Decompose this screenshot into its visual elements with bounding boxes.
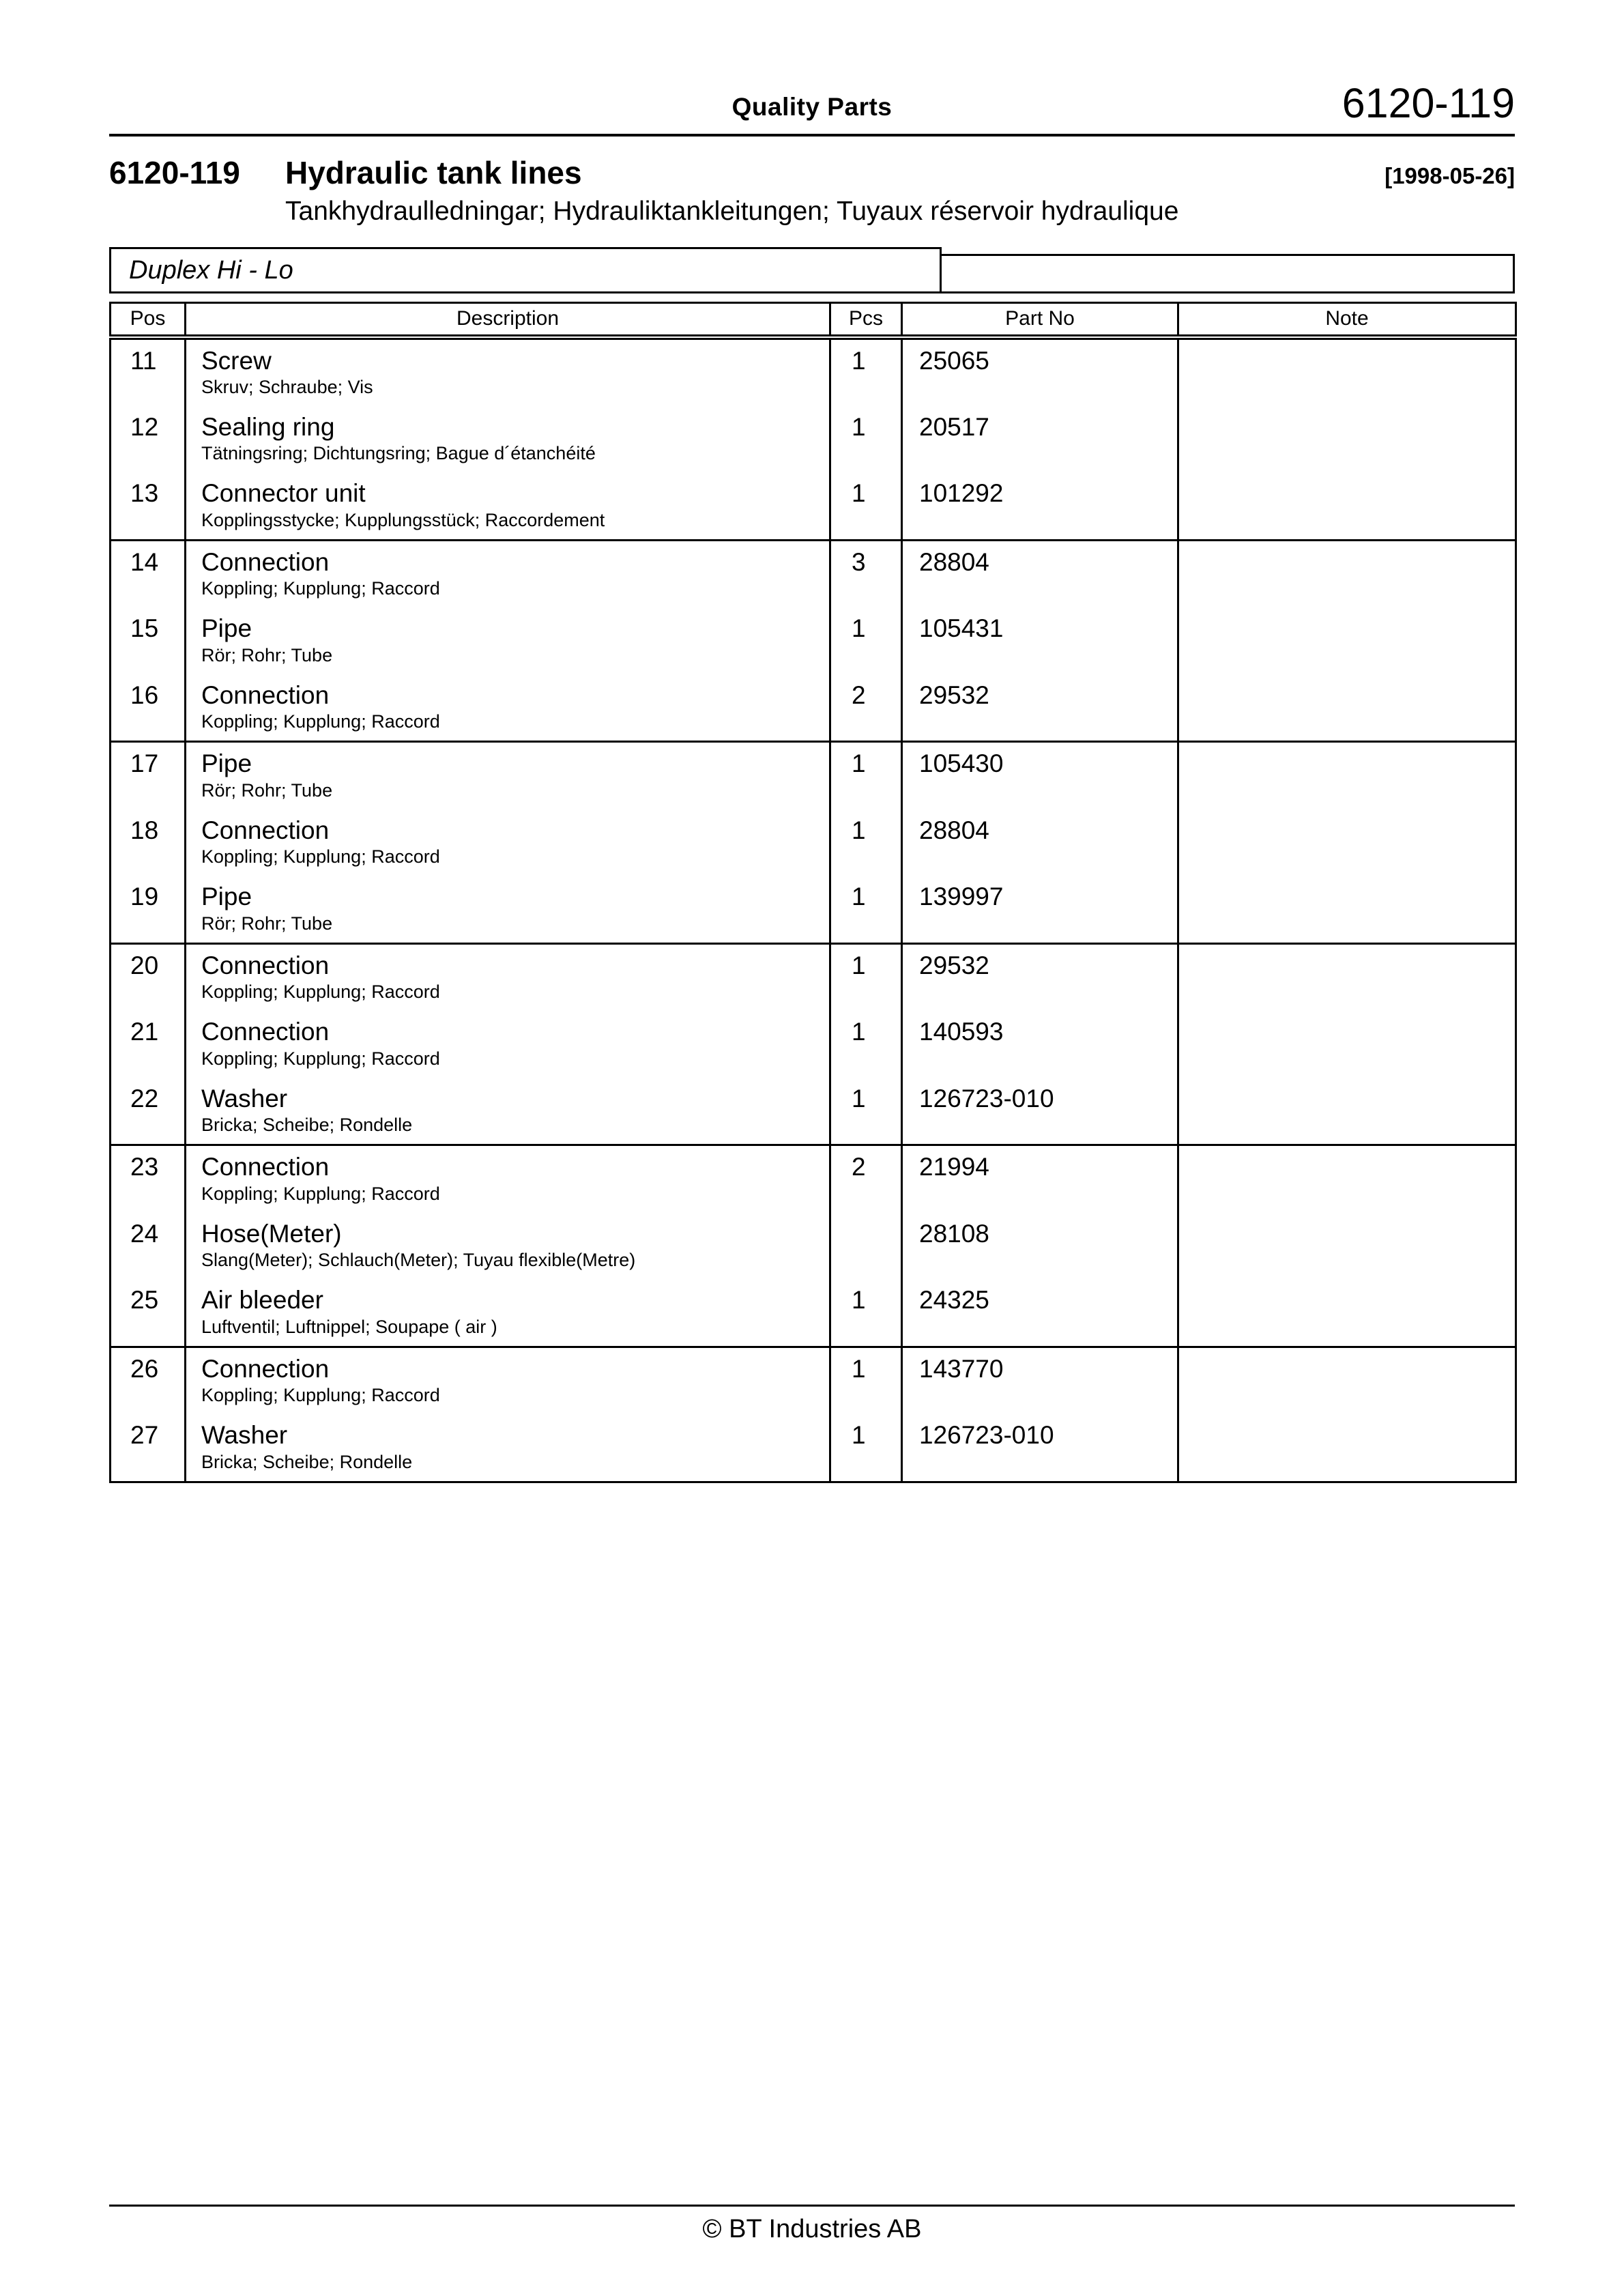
note-cell	[1178, 472, 1516, 540]
note-cell	[1178, 540, 1516, 607]
description-translations: Skruv; Schraube; Vis	[201, 376, 373, 397]
note-cell	[1178, 809, 1516, 876]
part-no-cell: 28804	[902, 809, 1178, 876]
table-row	[111, 1347, 1516, 1414]
pos-cell: 14	[111, 540, 186, 607]
table-row	[111, 809, 1516, 876]
description-translations: Rör; Rohr; Tube	[201, 644, 333, 665]
description-translations: Rör; Rohr; Tube	[201, 913, 333, 934]
description-text: Connection	[201, 1354, 330, 1383]
section-title: Hydraulic tank lines	[285, 155, 582, 190]
table-row	[111, 876, 1516, 943]
pcs-cell: 2	[830, 674, 902, 742]
description-cell	[186, 1011, 830, 1077]
part-no-cell: 143770	[902, 1347, 1178, 1414]
document-number: 6120-119	[1342, 80, 1515, 126]
part-no-cell: 126723-010	[902, 1414, 1178, 1482]
note-cell	[1178, 337, 1516, 406]
pcs-cell: 1	[830, 337, 902, 406]
description-cell	[186, 809, 830, 876]
description-cell	[186, 742, 830, 809]
revision-date: [1998-05-26]	[1384, 163, 1515, 188]
description-text: Screw	[201, 346, 272, 375]
model-name-box	[109, 247, 942, 293]
part-no-cell: 28108	[902, 1213, 1178, 1279]
pcs-cell: 1	[830, 876, 902, 943]
column-header-pos: Pos	[111, 303, 186, 337]
part-no-cell: 105430	[902, 742, 1178, 809]
part-no-cell: 20517	[902, 406, 1178, 472]
part-no-cell: 139997	[902, 876, 1178, 943]
pos-cell: 17	[111, 742, 186, 809]
model-empty-box	[942, 254, 1515, 293]
table-row	[111, 406, 1516, 472]
description-text: Connection	[201, 816, 330, 844]
description-translations: Bricka; Scheibe; Rondelle	[201, 1115, 413, 1136]
column-header-description: Description	[186, 303, 830, 337]
note-cell	[1178, 1347, 1516, 1414]
note-cell	[1178, 742, 1516, 809]
pcs-cell: 1	[830, 1078, 902, 1145]
description-cell	[186, 540, 830, 607]
part-no-cell: 24325	[902, 1279, 1178, 1347]
pos-cell: 11	[111, 337, 186, 406]
pos-cell: 15	[111, 607, 186, 674]
pos-cell: 22	[111, 1078, 186, 1145]
table-row	[111, 1011, 1516, 1077]
pcs-cell: 1	[830, 406, 902, 472]
description-text: Pipe	[201, 882, 252, 911]
part-no-cell: 29532	[902, 943, 1178, 1011]
note-cell	[1178, 607, 1516, 674]
table-row	[111, 337, 1516, 406]
pcs-cell: 1	[830, 472, 902, 540]
description-text: Connection	[201, 547, 330, 576]
description-cell	[186, 1347, 830, 1414]
pcs-cell: 3	[830, 540, 902, 607]
part-no-cell: 101292	[902, 472, 1178, 540]
pos-cell: 23	[111, 1145, 186, 1213]
table-row	[111, 1145, 1516, 1213]
table-row	[111, 607, 1516, 674]
pos-cell: 26	[111, 1347, 186, 1414]
page-content	[109, 0, 1515, 1483]
description-text: Hose(Meter)	[201, 1219, 342, 1248]
description-text: Washer	[201, 1084, 288, 1113]
part-no-cell: 28804	[902, 540, 1178, 607]
note-cell	[1178, 876, 1516, 943]
description-translations: Luftventil; Luftnippel; Soupape ( air )	[201, 1316, 497, 1337]
part-no-cell: 126723-010	[902, 1078, 1178, 1145]
description-text: Pipe	[201, 749, 252, 778]
pcs-cell: 1	[830, 607, 902, 674]
part-no-cell: 105431	[902, 607, 1178, 674]
pcs-cell	[830, 1213, 902, 1279]
description-cell	[186, 1213, 830, 1279]
description-text: Pipe	[201, 614, 252, 643]
description-text: Sealing ring	[201, 412, 335, 441]
pos-cell: 21	[111, 1011, 186, 1077]
description-translations: Koppling; Kupplung; Raccord	[201, 981, 440, 1003]
description-cell	[186, 1145, 830, 1213]
description-translations: Kopplingsstycke; Kupplungsstück; Raccordement	[201, 509, 605, 530]
section-title-row	[109, 154, 1515, 191]
description-text: Washer	[201, 1421, 288, 1450]
parts-table-body	[111, 337, 1516, 1482]
description-cell	[186, 607, 830, 674]
table-row	[111, 540, 1516, 607]
column-header-pcs: Pcs	[830, 303, 902, 337]
pos-cell: 25	[111, 1279, 186, 1347]
note-cell	[1178, 406, 1516, 472]
description-text: Connection	[201, 951, 330, 979]
note-cell	[1178, 1279, 1516, 1347]
pcs-cell: 1	[830, 742, 902, 809]
header-row	[111, 303, 1516, 337]
note-cell	[1178, 943, 1516, 1011]
table-row	[111, 1279, 1516, 1347]
note-cell	[1178, 1145, 1516, 1213]
page-header	[109, 0, 1515, 137]
pos-cell: 20	[111, 943, 186, 1011]
pcs-cell: 2	[830, 1145, 902, 1213]
pos-cell: 13	[111, 472, 186, 540]
table-row	[111, 943, 1516, 1011]
description-translations: Rör; Rohr; Tube	[201, 779, 333, 801]
model-header	[109, 247, 1515, 293]
pcs-cell: 1	[830, 1011, 902, 1077]
pcs-cell: 1	[830, 1414, 902, 1482]
model-name: Duplex Hi - Lo	[129, 255, 293, 285]
column-header-note: Note	[1178, 303, 1516, 337]
description-translations: Bricka; Scheibe; Rondelle	[201, 1451, 413, 1472]
part-no-cell: 140593	[902, 1011, 1178, 1077]
description-cell	[186, 876, 830, 943]
note-cell	[1178, 1414, 1516, 1482]
description-cell	[186, 674, 830, 742]
table-row	[111, 742, 1516, 809]
pos-cell: 27	[111, 1414, 186, 1482]
description-text: Connection	[201, 680, 330, 709]
description-cell	[186, 1279, 830, 1347]
table-row	[111, 472, 1516, 540]
description-text: Air bleeder	[201, 1286, 323, 1315]
pcs-cell: 1	[830, 1279, 902, 1347]
description-translations: Koppling; Kupplung; Raccord	[201, 1385, 440, 1406]
brand-title: Quality Parts	[731, 93, 893, 121]
section-subtitle: Tankhydraulledningar; Hydrauliktankleitungen; Tuyaux réservoir hydraulique	[285, 197, 1179, 226]
pos-cell: 18	[111, 809, 186, 876]
parts-table	[109, 302, 1517, 1483]
description-translations: Koppling; Kupplung; Raccord	[201, 1183, 440, 1204]
description-text: Connector unit	[201, 479, 366, 508]
pcs-cell: 1	[830, 1347, 902, 1414]
note-cell	[1178, 1078, 1516, 1145]
pos-cell: 16	[111, 674, 186, 742]
description-text: Connection	[201, 1018, 330, 1046]
pos-cell: 24	[111, 1213, 186, 1279]
page-footer	[109, 2205, 1515, 2244]
note-cell	[1178, 1011, 1516, 1077]
part-no-cell: 29532	[902, 674, 1178, 742]
description-translations: Slang(Meter); Schlauch(Meter); Tuyau flexible(Metre)	[201, 1250, 636, 1271]
copyright-text: © BT Industries AB	[702, 2215, 922, 2243]
description-translations: Koppling; Kupplung; Raccord	[201, 1048, 440, 1069]
pos-cell: 19	[111, 876, 186, 943]
description-cell	[186, 472, 830, 540]
description-cell	[186, 337, 830, 406]
table-row	[111, 1213, 1516, 1279]
pcs-cell: 1	[830, 943, 902, 1011]
pos-cell: 12	[111, 406, 186, 472]
table-row	[111, 1078, 1516, 1145]
part-no-cell: 25065	[902, 337, 1178, 406]
description-cell	[186, 1414, 830, 1482]
parts-table-head	[111, 303, 1516, 337]
pcs-cell: 1	[830, 809, 902, 876]
table-row	[111, 674, 1516, 742]
description-translations: Tätningsring; Dichtungsring; Bague d´étanchéité	[201, 443, 596, 464]
description-translations: Koppling; Kupplung; Raccord	[201, 711, 440, 732]
section-code: 6120-119	[109, 155, 240, 190]
part-no-cell: 21994	[902, 1145, 1178, 1213]
description-translations: Koppling; Kupplung; Raccord	[201, 578, 440, 599]
description-translations: Koppling; Kupplung; Raccord	[201, 846, 440, 867]
description-text: Connection	[201, 1153, 330, 1181]
description-cell	[186, 1078, 830, 1145]
note-cell	[1178, 674, 1516, 742]
description-cell	[186, 406, 830, 472]
note-cell	[1178, 1213, 1516, 1279]
column-header-part-no: Part No	[902, 303, 1178, 337]
description-cell	[186, 943, 830, 1011]
table-row	[111, 1414, 1516, 1482]
